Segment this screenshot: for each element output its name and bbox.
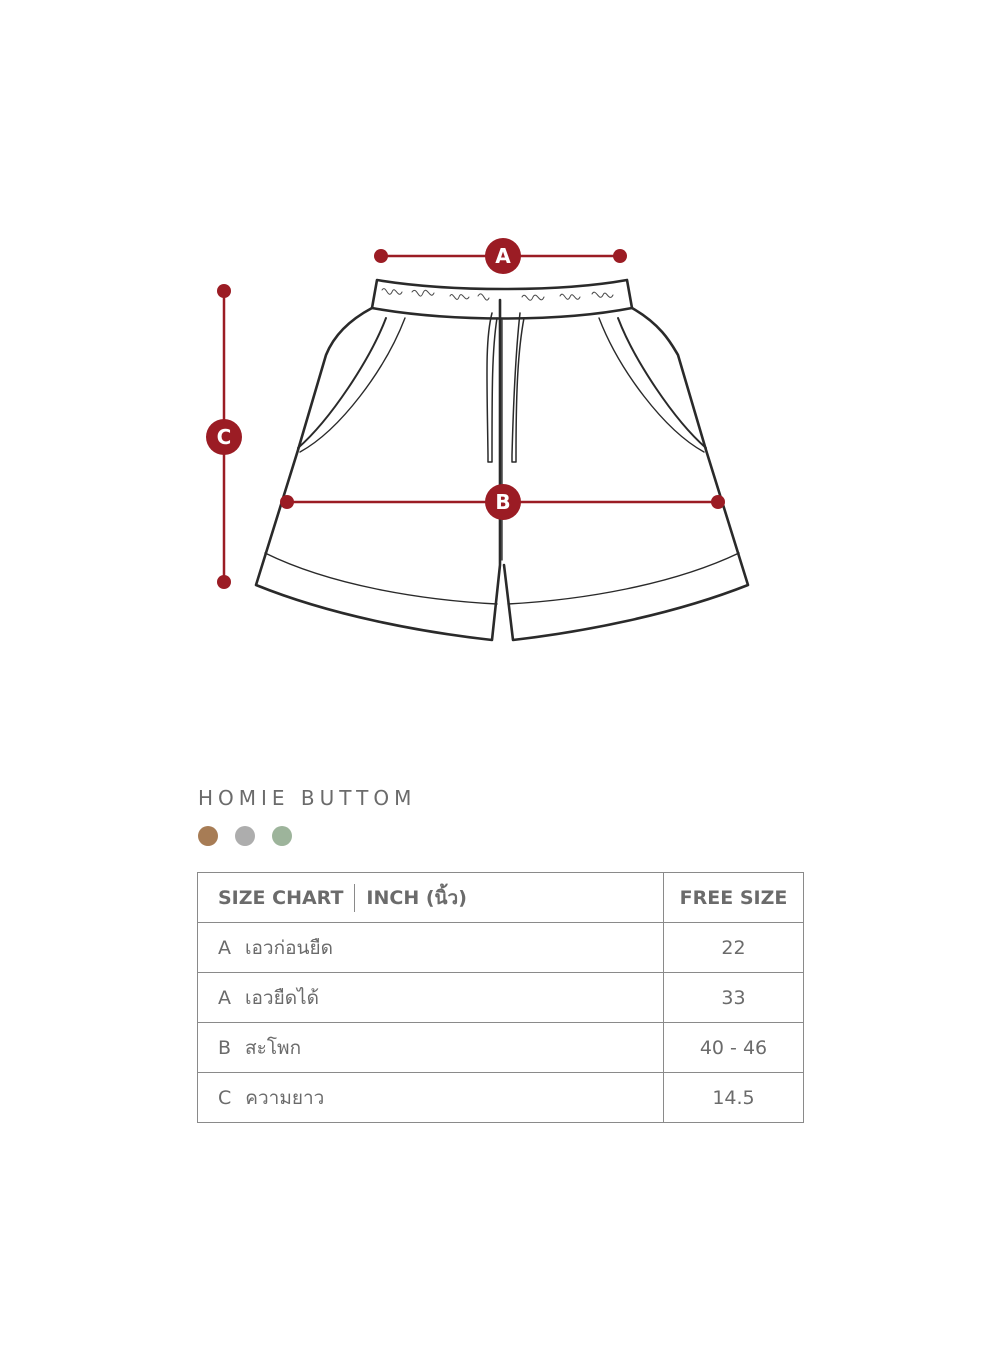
table-row	[198, 973, 804, 1023]
measurement-value: 14.5	[664, 1073, 804, 1123]
table-row	[198, 923, 804, 973]
shorts-outline	[256, 280, 748, 640]
measurement-name: เอวก่อนยืด	[245, 936, 333, 959]
measurement-label	[198, 1073, 664, 1123]
size-chart-table	[197, 872, 804, 1123]
measurement-letter: A	[218, 986, 231, 1009]
measurement-value: 40 - 46	[664, 1023, 804, 1073]
size-header: FREE SIZE	[664, 873, 804, 923]
table-row	[198, 1023, 804, 1073]
marker-c	[206, 419, 242, 455]
measurement-letter: B	[218, 1036, 232, 1059]
marker-c-label: C	[216, 425, 232, 449]
color-swatches	[198, 826, 292, 846]
measurement-label	[198, 973, 664, 1023]
table-header-row	[198, 873, 804, 923]
measurement-name: สะโพก	[245, 1036, 302, 1059]
product-title: HOMIE BUTTOM	[198, 786, 417, 810]
measurement-letter: C	[218, 1086, 232, 1109]
marker-b	[485, 484, 521, 520]
size-chart-title: SIZE CHART	[218, 886, 344, 909]
color-swatch	[272, 826, 292, 846]
measurement-value: 22	[664, 923, 804, 973]
header-divider	[354, 884, 355, 912]
table-row	[198, 1073, 804, 1123]
color-swatch	[198, 826, 218, 846]
color-swatch	[235, 826, 255, 846]
size-chart-header	[198, 873, 664, 923]
measurement-value: 33	[664, 973, 804, 1023]
marker-a-label: A	[495, 244, 511, 268]
measurement-name: เอวยืดได้	[245, 986, 319, 1009]
measurement-label	[198, 923, 664, 973]
waistband-scribble	[382, 289, 613, 301]
marker-a	[485, 238, 521, 274]
measurement-name: ความยาว	[245, 1086, 325, 1109]
measurement-label	[198, 1023, 664, 1073]
unit-label: INCH (นิ้ว)	[366, 886, 467, 909]
measurement-letter: A	[218, 936, 231, 959]
marker-b-label: B	[495, 490, 511, 514]
